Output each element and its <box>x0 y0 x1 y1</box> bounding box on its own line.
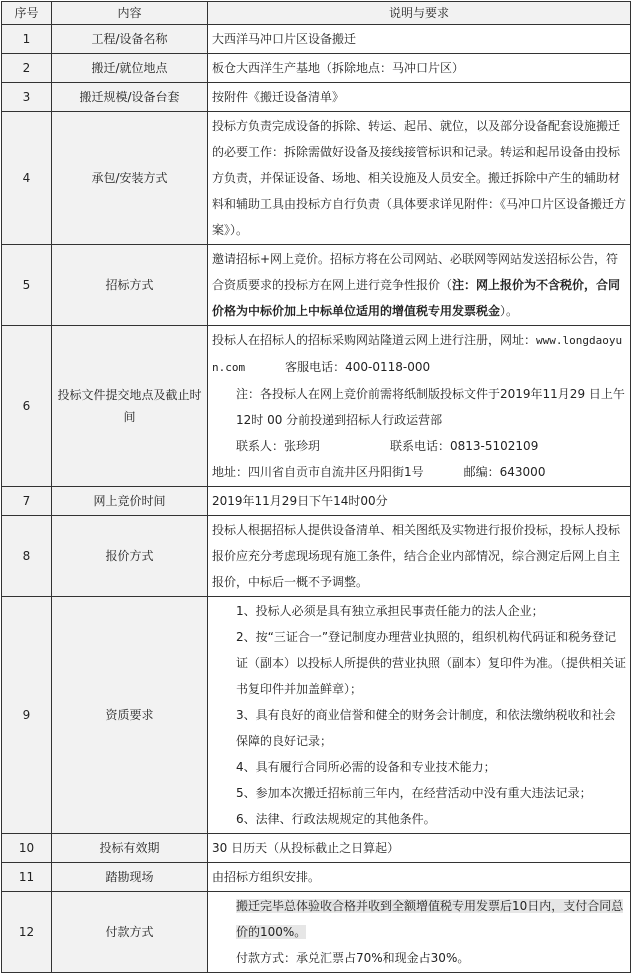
row-item: 投标文件提交地点及截止时间 <box>52 326 208 487</box>
table-row <box>2 863 631 892</box>
registration-line <box>212 327 626 381</box>
header-item: 内容 <box>52 2 208 25</box>
row-item: 报价方式 <box>52 516 208 597</box>
row-desc: 投标人根据招标人提供设备清单、相关图纸及实物进行报价投标，投标人投标报价应充分考虑现场现有施工条件，结合企业内部情况，综合测定后网上自主报价，中标后一概不予调整。 <box>208 516 631 597</box>
table-row <box>2 516 631 597</box>
row-no: 2 <box>2 54 52 83</box>
row-desc: 板仓大西洋生产基地（拆除地点：马冲口片区） <box>208 54 631 83</box>
row-item: 网上竞价时间 <box>52 487 208 516</box>
postcode: 邮编：643000 <box>463 465 546 479</box>
row-desc <box>208 326 631 487</box>
row-desc: 2019年11月29日下午14时00分 <box>208 487 631 516</box>
row-item: 承包/安装方式 <box>52 112 208 245</box>
row-item: 招标方式 <box>52 245 208 326</box>
table-row <box>2 834 631 863</box>
tender-method-tail: ）。 <box>500 304 519 318</box>
contact-person: 联系人：张珍玥 <box>236 439 321 453</box>
payment-terms <box>212 893 626 945</box>
table-row <box>2 597 631 834</box>
qualification-item: 4、具有履行合同所必需的设备和专业技术能力； <box>236 760 496 774</box>
requirements-table <box>1 1 631 973</box>
row-desc: 大西洋马冲口片区设备搬迁 <box>208 25 631 54</box>
qualification-item: 2、按“三证合一”登记制度办理营业执照的，组织机构代码证和税务登记证（副本）以投标人所提供的营业执照（副本）复印件为准。（提供相关证书复印件并加盖鲜章）； <box>236 630 627 696</box>
row-desc <box>208 597 631 834</box>
row-no: 12 <box>2 892 52 973</box>
row-desc <box>208 892 631 973</box>
row-desc: 30 日历天（从投标截止之日算起） <box>208 834 631 863</box>
registration-text: 投标人在招标人的招标采购网站隆道云网上进行注册，网址： <box>212 333 537 347</box>
row-desc <box>208 245 631 326</box>
website-link[interactable]: www.longdaoyun.com <box>212 334 623 374</box>
contact-line <box>212 433 626 459</box>
row-desc: 由招标方组织安排。 <box>208 863 631 892</box>
row-no: 10 <box>2 834 52 863</box>
address: 地址：四川省自贡市自流井区丹阳街1号 <box>212 465 424 479</box>
qualification-item: 5、参加本次搬迁招标前三年内，在经营活动中没有重大违法记录； <box>236 786 592 800</box>
table-row <box>2 54 631 83</box>
qualification-item: 1、投标人必须是具有独立承担民事责任能力的法人企业； <box>236 604 544 618</box>
table-row <box>2 326 631 487</box>
row-item: 付款方式 <box>52 892 208 973</box>
row-no: 4 <box>2 112 52 245</box>
contact-phone: 联系电话：0813-5102109 <box>390 439 539 453</box>
table-header-row <box>2 2 631 25</box>
header-no: 序号 <box>2 2 52 25</box>
row-desc: 投标方负责完成设备的拆除、转运、起吊、就位，以及部分设备配套设施搬迁的必要工作：拆除需做好设备及接线接管标识和记录。转运和起吊设备由投标方负责，并保证设备、场地、相关设施及人员安全。搬迁拆除中产生的辅助材料和辅助工具由投标方自行负责（具体要求详见附件：《马冲口片区设备搬迁方案》）。 <box>208 112 631 245</box>
tender-method-note: 注：网上报价为不含税价，合同价格为中标价加上中标单位适用的增值税专用发票税金 <box>212 278 621 318</box>
row-no: 9 <box>2 597 52 834</box>
service-phone: 客服电话：400-0118-000 <box>285 360 431 374</box>
row-item: 资质要求 <box>52 597 208 834</box>
row-no: 5 <box>2 245 52 326</box>
row-no: 7 <box>2 487 52 516</box>
row-no: 1 <box>2 25 52 54</box>
payment-method: 付款方式：承兑汇票占70%和现金占30%。 <box>236 951 470 965</box>
table-row <box>2 25 631 54</box>
row-no: 11 <box>2 863 52 892</box>
row-item: 搬迁规模/设备台套 <box>52 83 208 112</box>
qualification-item: 3、具有良好的商业信誉和健全的财务会计制度，和依法缴纳税收和社会保障的良好记录； <box>236 708 616 748</box>
row-item: 投标有效期 <box>52 834 208 863</box>
row-no: 8 <box>2 516 52 597</box>
row-no: 3 <box>2 83 52 112</box>
address-line <box>212 459 626 485</box>
row-item: 工程/设备名称 <box>52 25 208 54</box>
row-desc: 按附件《搬迁设备清单》 <box>208 83 631 112</box>
row-item: 搬迁/就位地点 <box>52 54 208 83</box>
row-no: 6 <box>2 326 52 487</box>
row-item: 踏勘现场 <box>52 863 208 892</box>
table-row <box>2 892 631 973</box>
qualification-item: 6、法律、行政法规规定的其他条件。 <box>236 812 436 826</box>
tender-method-text: 邀请招标+网上竞价。招标方将在公司网站、必联网等网站发送招标公告，符合资质要求的投标方在网上进行竞争性报价（ <box>212 252 619 292</box>
table-row <box>2 487 631 516</box>
table-row <box>2 245 631 326</box>
table-row <box>2 112 631 245</box>
payment-terms-text: 搬迁完毕总体验收合格并收到全额增值税专用发票后10日内，支付合同总价的100%。 <box>236 899 624 939</box>
table-row <box>2 83 631 112</box>
header-desc: 说明与要求 <box>208 2 631 25</box>
submission-note: 注：各投标人在网上竞价前需将纸制版投标文件于2019年11月29 日上午12时 00 分前投递到招标人行政运营部 <box>236 387 625 427</box>
